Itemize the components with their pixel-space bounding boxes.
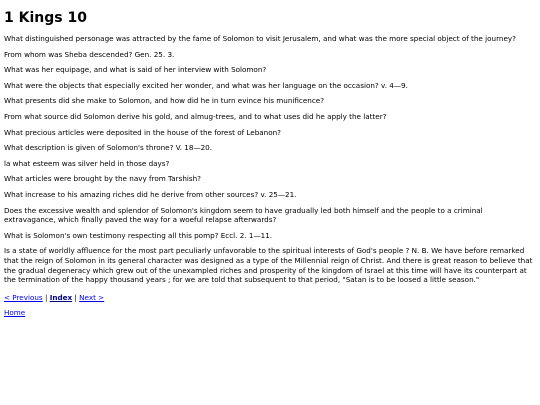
paragraph-8: What description is given of Solomon's throne? V. 18—20.	[4, 143, 213, 153]
paragraph-2: From whom was Sheba descended? Gen. 25. 3.	[4, 49, 175, 59]
paragraph-13: What is Solomon's own testimony respecting all this pomp? Eccl. 2. 1—11.	[4, 230, 273, 240]
paragraph-10: What articles were brought by the navy from Tarshish?	[4, 174, 201, 184]
paragraph-14: Is a state of worldly affluence for the most part peculiarly unfavorable to the spiritual interests of God's people ? N. B. We have before remarked that the reign of Solomon in its general character was designed as a type of the Millennial reign of Christ. And there is great reason to believe that the gradual degeneracy which grew out of the unexampled riches and prosperity of the kingdom of Israel at this time will have its counterpart at the termination of the happy thousand years ; for we are told that subsequent to that period, "Satan is to be loosed a little season."	[4, 246, 533, 285]
footer	[4, 308, 536, 318]
pagination-nav	[4, 293, 536, 303]
paragraph-11: What increase to his amazing riches did he derive from other sources? v. 25—21.	[4, 189, 297, 199]
nav-separator: |	[72, 292, 80, 302]
paragraph-1: What distinguished personage was attracted by the fame of Solomon to visit Jerusalem, and what was the more special object of the journey?	[4, 34, 516, 43]
previous-link[interactable]: < Previous	[4, 292, 43, 302]
paragraph-5: What presents did she make to Solomon, and how did he in turn evince his munificence?	[4, 96, 325, 106]
next-link[interactable]: Next >	[79, 292, 105, 302]
paragraph-9: la what esteem was silver held in those days?	[4, 158, 170, 168]
paragraph-6: From what source did Solomon derive his gold, and almug-trees, and to what uses did he apply the latter?	[4, 111, 387, 121]
home-link[interactable]: Home	[4, 308, 26, 318]
paragraph-7: What precious articles were deposited in the house of the forest of Lebanon?	[4, 127, 281, 137]
index-link[interactable]: Index	[49, 292, 73, 302]
paragraph-4: What were the objects that especially excited her wonder, and what was her language on the occasion? v. 4—9.	[4, 80, 408, 90]
paragraph-12: Does the excessive wealth and splendor of Solomon's kingdom seem to have gradually led both himself and the people to a criminal extravagance, which finally paved the way for a woeful relapse afterwards?	[4, 205, 483, 225]
page-title: 1 Kings 10	[4, 10, 87, 26]
nav-separator: |	[42, 292, 50, 302]
paragraph-3: What was her equipage, and what is said of her interview with Solomon?	[4, 65, 267, 75]
